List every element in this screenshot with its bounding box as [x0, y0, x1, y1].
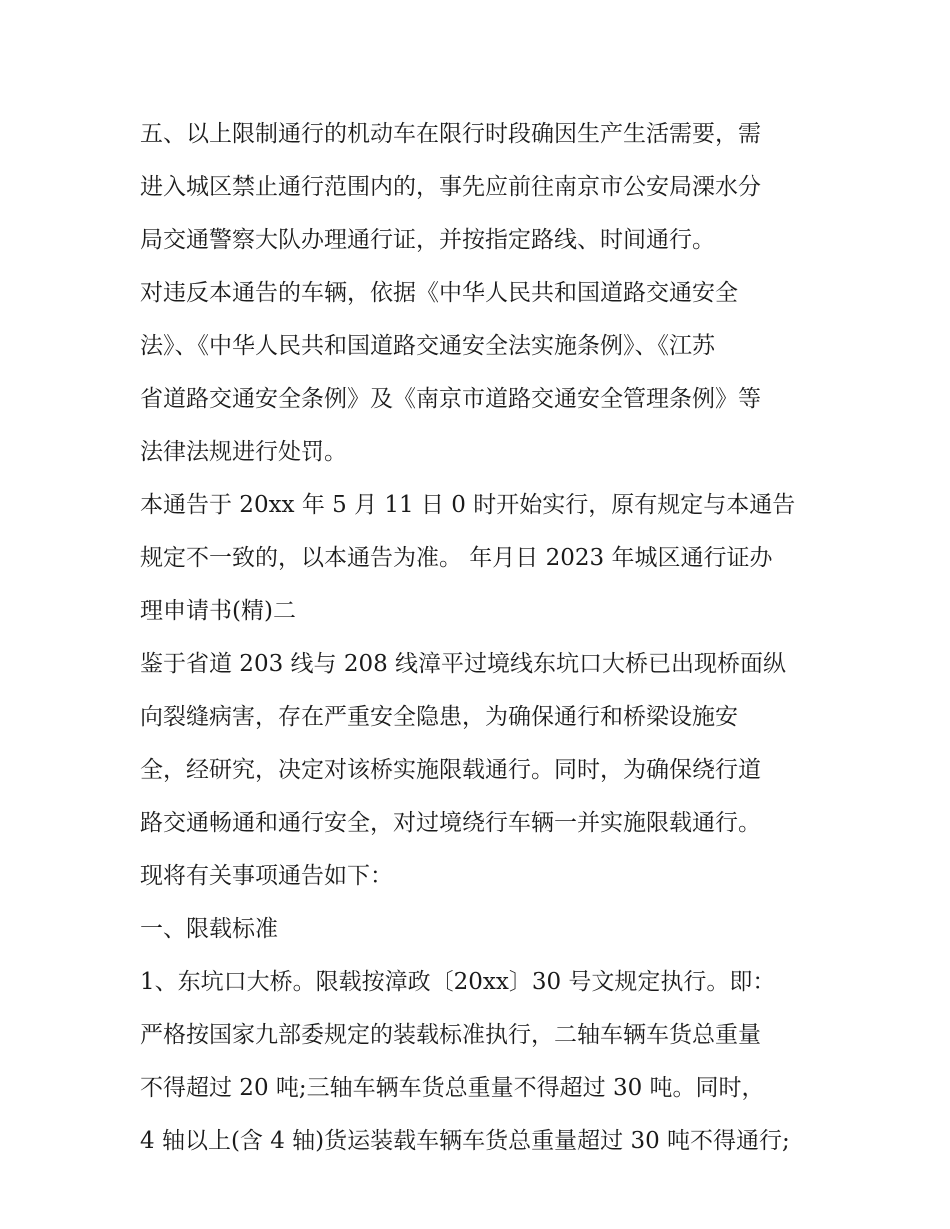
- text-line: 向裂缝病害，存在严重安全隐患，为确保通行和桥梁设施安: [140, 704, 738, 730]
- text-line: 规定不一致的，以本通告为准。 年月日 2023 年城区通行证办: [140, 545, 773, 571]
- text-line: 全，经研究，决定对该桥实施限载通行。同时，为确保绕行道: [140, 757, 761, 783]
- text-line: 理申请书(精)二: [140, 598, 296, 624]
- text-line: 对违反本通告的车辆，依据《中华人民共和国道路交通安全: [140, 280, 738, 306]
- text-line: 进入城区禁止通行范围内的，事先应前往南京市公安局溧水分: [140, 174, 761, 200]
- text-line: 1、东坑口大桥。限载按漳政〔20xx〕30 号文规定执行。即：: [140, 969, 776, 995]
- text-line: 4 轴以上(含 4 轴)货运装载车辆车货总重量超过 30 吨不得通行;: [140, 1128, 790, 1154]
- text-line: 法》、《中华人民共和国道路交通安全法实施条例》、《江苏: [140, 333, 715, 359]
- text-line: 法律法规进行处罚。: [140, 439, 347, 465]
- text-line: 现将有关事项通告如下：: [140, 863, 393, 889]
- text-line: 鉴于省道 203 线与 208 线漳平过境线东坑口大桥已出现桥面纵: [140, 651, 787, 677]
- text-line: 本通告于 20xx 年 5 月 11 日 0 时开始实行，原有规定与本通告: [140, 492, 796, 518]
- text-line: 一、限载标准: [140, 916, 278, 942]
- text-line: 五、以上限制通行的机动车在限行时段确因生产生活需要，需: [140, 121, 761, 147]
- text-line: 严格按国家九部委规定的装载标准执行，二轴车辆车货总重量: [140, 1022, 761, 1048]
- text-line: 省道路交通安全条例》及《南京市道路交通安全管理条例》等: [140, 386, 761, 412]
- text-line: 路交通畅通和通行安全，对过境绕行车辆一并实施限载通行。: [140, 810, 761, 836]
- text-line: 局交通警察大队办理通行证，并按指定路线、时间通行。: [140, 227, 715, 253]
- text-line: 不得超过 20 吨;三轴车辆车货总重量不得超过 30 吨。同时，: [140, 1075, 765, 1101]
- document-body: [140, 108, 820, 1168]
